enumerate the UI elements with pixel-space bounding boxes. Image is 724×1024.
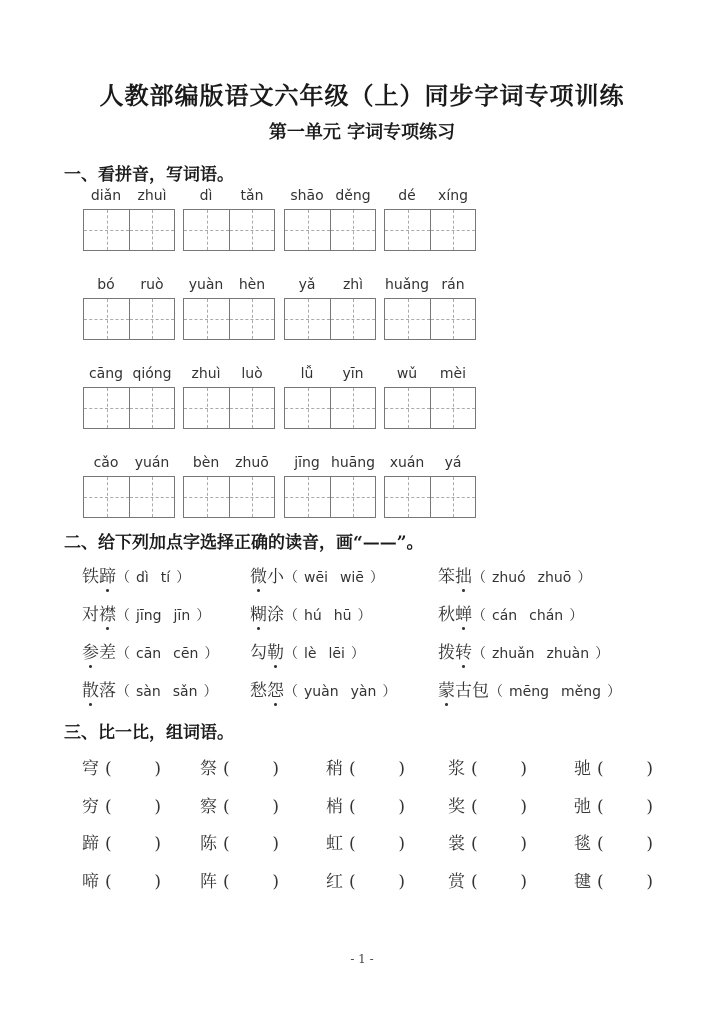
- pinyin-syllable: hèn: [238, 277, 266, 293]
- answer-blank[interactable]: [217, 759, 279, 779]
- writing-cell[interactable]: [385, 210, 430, 250]
- character: 穷: [82, 797, 99, 817]
- writing-cell[interactable]: [385, 477, 430, 517]
- pinyin-syllable: shāo: [290, 188, 324, 204]
- character: 裳: [448, 834, 465, 854]
- dotted-character: 蹄: [99, 567, 116, 587]
- writing-cell[interactable]: [84, 299, 129, 339]
- dotted-character: 勒: [267, 643, 284, 663]
- pinyin-syllable: zhuì: [137, 188, 167, 204]
- compare-item: [200, 754, 279, 779]
- writing-cell[interactable]: [84, 477, 129, 517]
- word-part: 铁: [82, 567, 99, 587]
- writing-cell[interactable]: [285, 388, 330, 428]
- pinyin-syllable: zhuì: [191, 366, 221, 382]
- pinyin-option[interactable]: zhuó: [492, 570, 526, 586]
- pronunciation-item: [438, 638, 609, 663]
- pinyin-syllable: diǎn: [90, 188, 122, 204]
- pinyin-options: （ lè lēi ）: [284, 646, 365, 662]
- answer-blank[interactable]: [99, 872, 161, 892]
- answer-blank[interactable]: [99, 834, 161, 854]
- word: [82, 643, 116, 663]
- pinyin-label: [384, 366, 476, 386]
- character: 祭: [200, 759, 217, 779]
- pinyin-option[interactable]: měng: [561, 684, 602, 700]
- writing-cell[interactable]: [330, 299, 375, 339]
- answer-blank[interactable]: [343, 797, 405, 817]
- pinyin-options: （ jīng jīn ）: [116, 608, 211, 624]
- pinyin-label: [183, 277, 275, 297]
- pinyin-syllable: xuán: [389, 455, 425, 471]
- writing-cell[interactable]: [430, 210, 475, 250]
- word-part: 对: [82, 605, 99, 625]
- tianzige-boxes[interactable]: [83, 209, 175, 251]
- word-part: 笨: [438, 567, 455, 587]
- compare-item: [326, 829, 405, 854]
- writing-cell[interactable]: [285, 477, 330, 517]
- character: 陈: [200, 834, 217, 854]
- pinyin-label: [83, 277, 175, 297]
- answer-blank[interactable]: [343, 759, 405, 779]
- compare-item: [326, 792, 405, 817]
- dotted-character: 散: [82, 681, 99, 701]
- word: [250, 681, 284, 701]
- pinyin-syllable: rán: [441, 277, 465, 293]
- pinyin-option[interactable]: zhuàn: [546, 646, 590, 662]
- character: 梢: [326, 797, 343, 817]
- pronunciation-item: [82, 638, 218, 663]
- writing-cell[interactable]: [184, 210, 229, 250]
- pinyin-options: （ mēng měng ）: [489, 684, 622, 700]
- answer-blank[interactable]: [217, 797, 279, 817]
- answer-blank[interactable]: [217, 834, 279, 854]
- compare-item: [574, 829, 653, 854]
- writing-cell[interactable]: [330, 210, 375, 250]
- tianzige-boxes[interactable]: [83, 476, 175, 518]
- pinyin-options: （ zhuǎn zhuàn ）: [472, 646, 610, 662]
- writing-cell[interactable]: [129, 388, 174, 428]
- pinyin-syllable: ruò: [140, 277, 164, 293]
- character: 穹: [82, 759, 99, 779]
- pinyin-row: [83, 455, 503, 515]
- character: 虹: [326, 834, 343, 854]
- answer-blank[interactable]: [465, 834, 527, 854]
- word: [438, 681, 489, 701]
- compare-item: [326, 867, 405, 892]
- answer-blank[interactable]: [99, 797, 161, 817]
- pinyin-option[interactable]: dì: [136, 570, 149, 586]
- tianzige-boxes[interactable]: [83, 298, 175, 340]
- pinyin-label: [183, 188, 275, 208]
- pinyin-syllable: mèi: [439, 366, 467, 382]
- pinyin-options: （ yuàn yàn ）: [284, 684, 397, 700]
- pinyin-syllable: yīn: [342, 366, 364, 382]
- pinyin-syllable: zhuō: [235, 455, 269, 471]
- writing-cell[interactable]: [129, 299, 174, 339]
- writing-cell[interactable]: [229, 388, 274, 428]
- pinyin-options: （ cān cēn ）: [116, 646, 219, 662]
- pinyin-option[interactable]: jīng: [136, 608, 162, 624]
- word: [82, 605, 116, 625]
- character: 红: [326, 872, 343, 892]
- pinyin-syllable: wǔ: [396, 366, 418, 382]
- pinyin-syllable: cāng: [88, 366, 124, 382]
- writing-cell[interactable]: [430, 388, 475, 428]
- pinyin-option[interactable]: cān: [136, 646, 162, 662]
- answer-blank[interactable]: [465, 797, 527, 817]
- pinyin-syllable: cǎo: [93, 455, 119, 471]
- compare-item: [574, 792, 653, 817]
- compare-item: [82, 829, 161, 854]
- pinyin-syllable: huāng: [330, 455, 376, 471]
- writing-cell[interactable]: [184, 299, 229, 339]
- answer-blank[interactable]: [591, 759, 653, 779]
- pinyin-options: （ cán chán ）: [472, 608, 584, 624]
- pinyin-label: [284, 366, 376, 386]
- pinyin-row: [83, 188, 503, 248]
- pinyin-syllable: huǎng: [384, 277, 430, 293]
- pinyin-label: [284, 277, 376, 297]
- writing-cell[interactable]: [285, 299, 330, 339]
- pinyin-option[interactable]: tí: [160, 570, 171, 586]
- pinyin-syllable: dì: [199, 188, 213, 204]
- pinyin-label: [83, 188, 175, 208]
- unit-subtitle: 第一单元 字词专项练习: [268, 122, 456, 143]
- pinyin-label: [284, 455, 376, 475]
- character: 啼: [82, 872, 99, 892]
- tianzige-boxes[interactable]: [284, 387, 376, 429]
- pinyin-syllable: zhì: [342, 277, 364, 293]
- pinyin-options: （ sàn sǎn ）: [116, 684, 218, 700]
- dotted-character: 转: [455, 643, 472, 663]
- compare-item: [448, 754, 527, 779]
- word-part: 秋: [438, 605, 455, 625]
- writing-cell[interactable]: [184, 477, 229, 517]
- compare-item: [574, 754, 653, 779]
- dotted-character: 蝉: [455, 605, 472, 625]
- pinyin-option[interactable]: cán: [492, 608, 518, 624]
- pinyin-option[interactable]: lè: [304, 646, 317, 662]
- pinyin-syllable: bèn: [192, 455, 220, 471]
- answer-blank[interactable]: [591, 872, 653, 892]
- writing-cell[interactable]: [129, 210, 174, 250]
- dotted-character: 糊: [250, 605, 267, 625]
- tianzige-boxes[interactable]: [384, 209, 476, 251]
- dotted-character: 拙: [455, 567, 472, 587]
- character: 毽: [574, 872, 591, 892]
- page-number: - 1 -: [350, 952, 374, 966]
- pinyin-label: [384, 188, 476, 208]
- dotted-character: 微: [250, 567, 267, 587]
- tianzige-boxes[interactable]: [183, 209, 275, 251]
- pinyin-row: [83, 366, 503, 426]
- pinyin-label: [183, 366, 275, 386]
- answer-blank[interactable]: [343, 872, 405, 892]
- pinyin-option[interactable]: hú: [304, 608, 322, 624]
- compare-item: [82, 867, 161, 892]
- pinyin-option[interactable]: wēi: [304, 570, 328, 586]
- pronunciation-item: [438, 676, 621, 701]
- character: 阵: [200, 872, 217, 892]
- pronunciation-item: [82, 600, 210, 625]
- page-title: 人教部编版语文六年级（上）同步字词专项训练: [99, 81, 625, 110]
- pinyin-option[interactable]: sàn: [136, 684, 161, 700]
- character: 察: [200, 797, 217, 817]
- pinyin-syllable: dé: [398, 188, 416, 204]
- compare-item: [200, 867, 279, 892]
- pinyin-label: [284, 188, 376, 208]
- word: [250, 643, 284, 663]
- compare-item: [448, 792, 527, 817]
- tianzige-boxes[interactable]: [183, 298, 275, 340]
- pinyin-options: （ dì tí ）: [116, 570, 191, 586]
- pinyin-syllable: bó: [97, 277, 115, 293]
- dotted-character: 襟: [99, 605, 116, 625]
- writing-cell[interactable]: [285, 210, 330, 250]
- pinyin-option[interactable]: jīn: [173, 608, 191, 624]
- compare-item: [448, 829, 527, 854]
- character: 弛: [574, 797, 591, 817]
- pinyin-label: [83, 455, 175, 475]
- pinyin-syllable: děng: [335, 188, 371, 204]
- pinyin-label: [384, 455, 476, 475]
- pronunciation-item: [250, 562, 384, 587]
- pinyin-syllable: qióng: [132, 366, 172, 382]
- tianzige-boxes[interactable]: [83, 387, 175, 429]
- answer-blank[interactable]: [343, 834, 405, 854]
- compare-item: [82, 792, 161, 817]
- word-part: 勾: [250, 643, 267, 663]
- word: [438, 605, 472, 625]
- section2-heading: 二、给下列加点字选择正确的读音，画“——”。: [64, 533, 424, 553]
- pinyin-options: （ wēi wiē ）: [284, 570, 384, 586]
- word: [438, 643, 472, 663]
- writing-cell[interactable]: [330, 477, 375, 517]
- dotted-character: 怨: [267, 681, 284, 701]
- compare-item: [200, 792, 279, 817]
- writing-cell[interactable]: [129, 477, 174, 517]
- pinyin-syllable: lǚ: [300, 366, 314, 382]
- tianzige-boxes[interactable]: [384, 298, 476, 340]
- pronunciation-item: [438, 562, 591, 587]
- writing-cell[interactable]: [84, 388, 129, 428]
- word-part: 小: [267, 567, 284, 587]
- writing-cell[interactable]: [385, 388, 430, 428]
- answer-blank[interactable]: [591, 797, 653, 817]
- character: 稍: [326, 759, 343, 779]
- word-part: 差: [99, 643, 116, 663]
- section3-heading: 三、比一比，组词语。: [64, 723, 234, 743]
- tianzige-boxes[interactable]: [384, 387, 476, 429]
- word-part: 愁: [250, 681, 267, 701]
- answer-blank[interactable]: [99, 759, 161, 779]
- pronunciation-item: [250, 600, 372, 625]
- answer-blank[interactable]: [465, 872, 527, 892]
- word-part: 落: [99, 681, 116, 701]
- word-part: 涂: [267, 605, 284, 625]
- pronunciation-item: [250, 676, 396, 701]
- pinyin-row: [83, 277, 503, 337]
- writing-cell[interactable]: [385, 299, 430, 339]
- tianzige-boxes[interactable]: [284, 476, 376, 518]
- pinyin-syllable: luò: [241, 366, 263, 382]
- pinyin-syllable: tǎn: [240, 188, 264, 204]
- section1-heading: 一、看拼音，写词语。: [64, 165, 234, 185]
- pinyin-options: （ zhuó zhuō ）: [472, 570, 592, 586]
- pinyin-option[interactable]: zhuō: [537, 570, 572, 586]
- pinyin-syllable: yǎ: [298, 277, 316, 293]
- word: [250, 605, 284, 625]
- pronunciation-item: [438, 600, 583, 625]
- answer-blank[interactable]: [465, 759, 527, 779]
- pinyin-option[interactable]: yuàn: [304, 684, 339, 700]
- pinyin-option[interactable]: mēng: [509, 684, 550, 700]
- compare-item: [326, 754, 405, 779]
- writing-cell[interactable]: [84, 210, 129, 250]
- character: 赏: [448, 872, 465, 892]
- pinyin-option[interactable]: wiē: [339, 570, 364, 586]
- word: [250, 567, 284, 587]
- writing-cell[interactable]: [229, 210, 274, 250]
- word-part: 拨: [438, 643, 455, 663]
- pronunciation-item: [82, 562, 190, 587]
- pinyin-option[interactable]: chán: [529, 608, 564, 624]
- pinyin-label: [83, 366, 175, 386]
- writing-cell[interactable]: [184, 388, 229, 428]
- word-part: 古包: [455, 681, 489, 701]
- tianzige-boxes[interactable]: [284, 209, 376, 251]
- answer-blank[interactable]: [217, 872, 279, 892]
- compare-item: [82, 754, 161, 779]
- pinyin-option[interactable]: yàn: [350, 684, 377, 700]
- pronunciation-item: [82, 676, 218, 701]
- pinyin-syllable: yuán: [134, 455, 170, 471]
- writing-cell[interactable]: [229, 477, 274, 517]
- pinyin-option[interactable]: zhuǎn: [492, 646, 535, 662]
- tianzige-boxes[interactable]: [284, 298, 376, 340]
- writing-cell[interactable]: [330, 388, 375, 428]
- character: 蹄: [82, 834, 99, 854]
- pinyin-syllable: yuàn: [188, 277, 224, 293]
- compare-item: [448, 867, 527, 892]
- pinyin-label: [384, 277, 476, 297]
- pinyin-option[interactable]: cēn: [173, 646, 199, 662]
- dotted-character: 蒙: [438, 681, 455, 701]
- pinyin-option[interactable]: lēi: [328, 646, 345, 662]
- writing-cell[interactable]: [229, 299, 274, 339]
- word: [82, 681, 116, 701]
- pinyin-syllable: yá: [444, 455, 462, 471]
- tianzige-boxes[interactable]: [183, 387, 275, 429]
- word: [82, 567, 116, 587]
- pinyin-option[interactable]: sǎn: [172, 684, 198, 700]
- writing-cell[interactable]: [430, 477, 475, 517]
- pinyin-options: （ hú hū ）: [284, 608, 372, 624]
- writing-cell[interactable]: [430, 299, 475, 339]
- word: [438, 567, 472, 587]
- character: 毯: [574, 834, 591, 854]
- pronunciation-item: [250, 638, 365, 663]
- answer-blank[interactable]: [591, 834, 653, 854]
- pinyin-syllable: jīng: [294, 455, 320, 471]
- pinyin-label: [183, 455, 275, 475]
- pinyin-syllable: xíng: [438, 188, 468, 204]
- compare-item: [200, 829, 279, 854]
- character: 驰: [574, 759, 591, 779]
- compare-item: [574, 867, 653, 892]
- pinyin-option[interactable]: hū: [333, 608, 352, 624]
- character: 浆: [448, 759, 465, 779]
- character: 奖: [448, 797, 465, 817]
- dotted-character: 参: [82, 643, 99, 663]
- tianzige-boxes[interactable]: [183, 476, 275, 518]
- tianzige-boxes[interactable]: [384, 476, 476, 518]
